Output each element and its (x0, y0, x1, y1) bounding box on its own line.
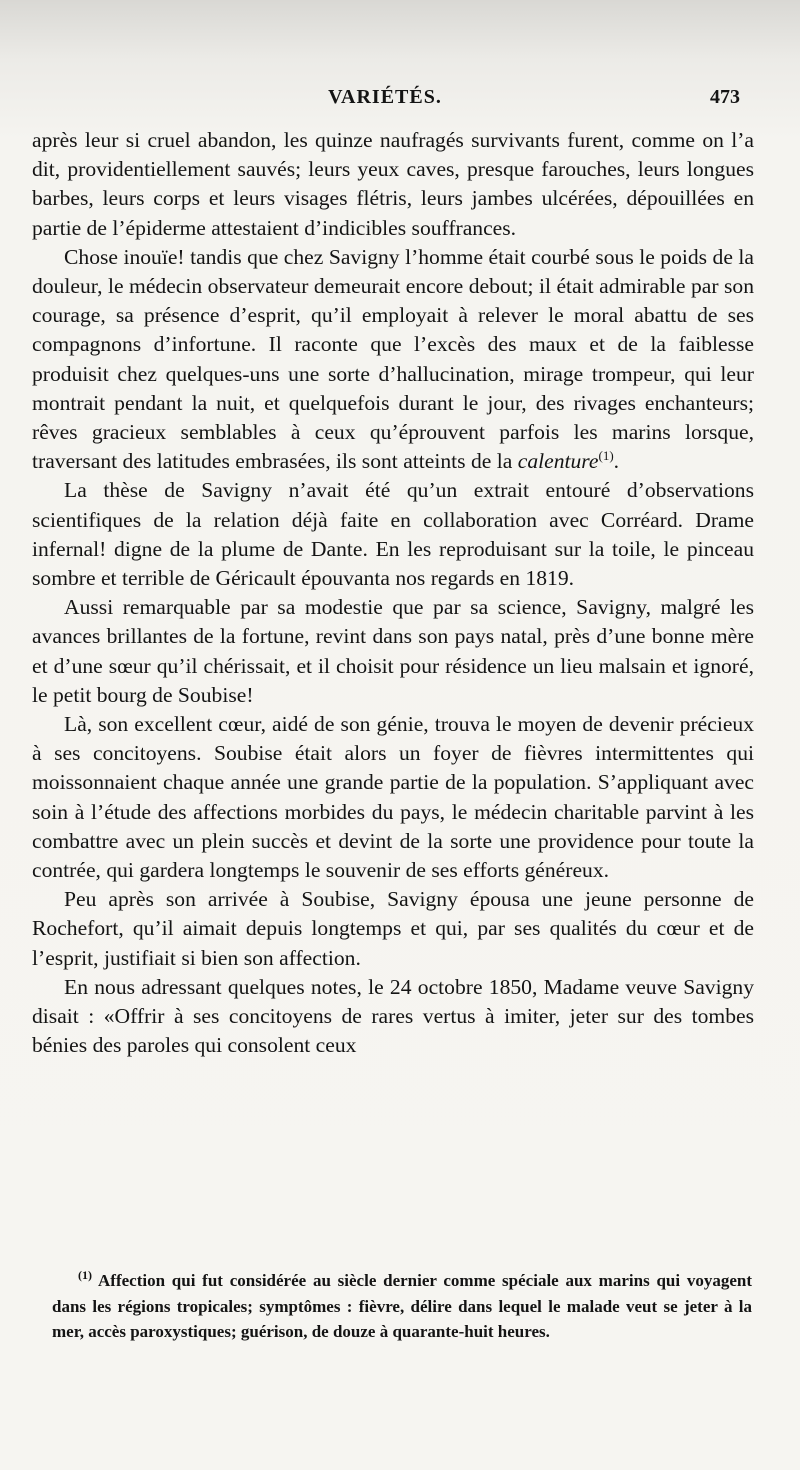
paragraph-2 (32, 243, 754, 477)
calenture-term: calenture (517, 449, 599, 474)
paragraph-2-text: Chose inouïe! tandis que chez Savigny l’homme était courbé sous le poids de la douleur, le médecin observateur demeurait encore debout; il était admirable par son courage, sa présence d’esprit, qu’il employait à relever le moral abattu de ses compagnons d’infortune. Il raconte que l’excès des maux et de la faiblesse produisit chez quelques-uns une sorte d’hallucination, mirage trompeur, qui leur montrait pendant la nuit, et quelquefois durant le jour, des rivages enchanteurs; rêves gracieux semblables à ceux qu’éprouvent parfois les marins lorsque, traversant des latitudes embrasées, ils sont atteints de la (32, 244, 754, 474)
running-title: VARIÉTÉS. (328, 86, 442, 108)
paragraph-5: Là, son excellent cœur, aidé de son génie, trouva le moyen de devenir précieux à ses concitoyens. Soubise était alors un foyer de fièvres intermittentes qui moissonnaient chaque année une grande partie de la population. S’appliquant avec soin à l’étude des affections morbides du pays, le médecin charitable parvint à les combattre avec un plein succès et devint de la sorte une providence pour toute la contrée, qui gardera longtemps le souvenir de ses efforts généreux. (32, 712, 754, 883)
page-number: 473 (710, 86, 740, 108)
paragraph-2-end: . (613, 449, 620, 474)
footnote-text: Affection qui fut considérée au siècle dernier comme spéciale aux marins qui voyagent dans les régions tropicales; symptômes : fièvre, délire dans lequel le malade veut se jeter à la mer, accès paroxystiques; guérison, de douze à quarante-huit heures. (52, 1271, 752, 1341)
paragraph-6: Peu après son arrivée à Soubise, Savigny épousa une jeune personne de Rochefort, qu’il aimait depuis longtemps et qui, par ses qualités du cœur et de l’esprit, justifiait si bien son affection. (32, 887, 754, 970)
page-header (30, 86, 740, 116)
paragraph-3: La thèse de Savigny n’avait été qu’un extrait entouré d’observations scientifiques de la relation déjà faite en collaboration avec Corréard. Drame infernal! digne de la plume de Dante. En les reproduisant sur la toile, le pinceau sombre et terrible de Géricault épouvanta nos regards en 1819. (32, 478, 754, 591)
footnote-marker: (1) (78, 1268, 92, 1283)
paragraph-4: Aussi remarquable par sa modestie que par sa science, Savigny, malgré les avances brillantes de la fortune, revint dans son pays natal, près d’une bonne mère et d’une sœur qu’il chérissait, et il choisit pour résidence un lieu malsain et ignoré, le petit bourg de Soubise! (32, 595, 754, 707)
paragraph-1: après leur si cruel abandon, les quinze naufragés survivants furent, comme on l’a dit, providentiellement sauvés; leurs yeux caves, presque farouches, leurs longues barbes, leurs corps et leurs visages flétris, leurs jambes ulcérées, dépouillées en partie de l’épiderme attestaient d’indicibles souffrances. (32, 128, 754, 240)
footnote-reference: (1) (598, 448, 614, 464)
main-text (32, 126, 754, 1061)
paragraph-7: En nous adressant quelques notes, le 24 octobre 1850, Madame veuve Savigny disait : «Offrir à ses concitoyens de rares vertus à imiter, jeter sur des tombes bénies des paroles qui consolent ceux (32, 974, 754, 1058)
footnote (52, 1268, 752, 1345)
